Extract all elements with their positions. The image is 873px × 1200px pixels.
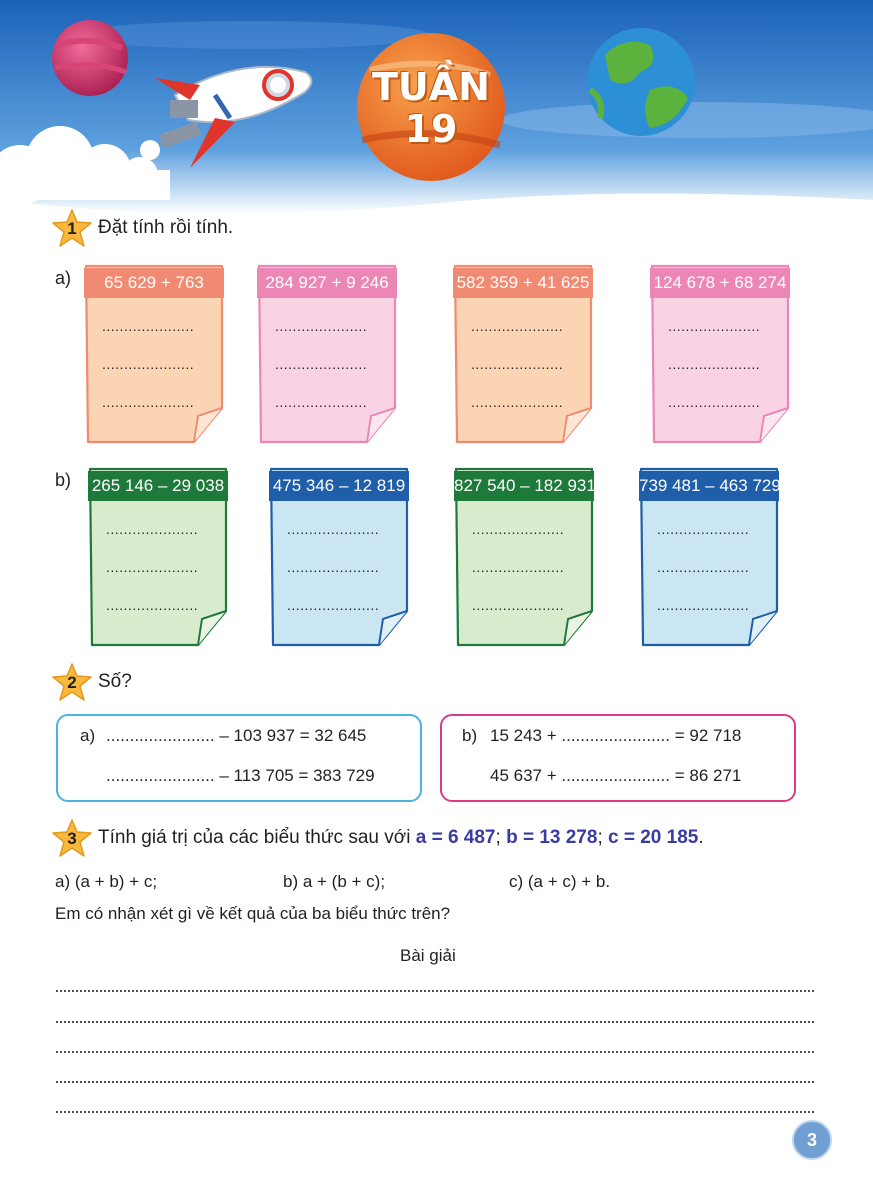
answer-dots[interactable]: ..................... bbox=[657, 559, 750, 575]
sticky-note bbox=[453, 260, 591, 442]
answer-dots[interactable]: ..................... bbox=[106, 559, 199, 575]
answer-line[interactable] bbox=[55, 1051, 815, 1053]
sticky-note bbox=[454, 463, 596, 645]
answer-dots[interactable]: ..................... bbox=[471, 318, 564, 334]
sticky-note bbox=[84, 260, 222, 442]
answer-dots[interactable]: ..................... bbox=[106, 597, 199, 613]
instruction-text: Tính giá trị của các biểu thức sau với bbox=[98, 827, 411, 848]
separator: ; bbox=[495, 827, 501, 848]
answer-dots[interactable]: ..................... bbox=[471, 394, 564, 410]
answer-dots[interactable]: ..................... bbox=[287, 559, 380, 575]
answer-line[interactable] bbox=[55, 1021, 815, 1023]
exercise-number-badge bbox=[50, 818, 94, 858]
page-number: 3 bbox=[792, 1120, 832, 1160]
note-expression: 65 629 + 763 bbox=[84, 268, 224, 298]
exercise-2a-box bbox=[56, 714, 422, 802]
answer-dots[interactable]: ..................... bbox=[472, 597, 565, 613]
answer-dots[interactable]: ..................... bbox=[102, 394, 195, 410]
answer-dots[interactable]: ..................... bbox=[657, 597, 750, 613]
equation-b1[interactable]: 15 243 + ....................... = 92 718 bbox=[490, 726, 742, 745]
answer-dots[interactable]: ..................... bbox=[472, 559, 565, 575]
answer-dots[interactable]: ..................... bbox=[287, 521, 380, 537]
note-expression: 582 359 + 41 625 bbox=[453, 268, 593, 298]
sticky-note bbox=[257, 260, 395, 442]
answer-line[interactable] bbox=[55, 1111, 815, 1113]
exercise-number-badge bbox=[50, 662, 94, 702]
answer-line[interactable] bbox=[55, 990, 815, 992]
eq-b-label: b) bbox=[462, 726, 478, 745]
exercise-1-heading bbox=[50, 208, 233, 248]
value-b: b = 13 278 bbox=[506, 827, 598, 848]
answer-dots[interactable]: ..................... bbox=[275, 356, 368, 372]
equation-a2[interactable]: ....................... – 113 705 = 383 729 bbox=[106, 766, 375, 785]
separator: ; bbox=[597, 827, 603, 848]
answer-line[interactable] bbox=[55, 1081, 815, 1083]
note-expression: 284 927 + 9 246 bbox=[257, 268, 397, 298]
exercise-instruction: Đặt tính rồi tính. bbox=[98, 217, 234, 238]
question-text: Em có nhận xét gì về kết quả của ba biểu thức trên? bbox=[55, 904, 451, 923]
exercise-3-heading bbox=[50, 818, 704, 858]
note-expression: 739 481 – 463 729 bbox=[639, 471, 779, 501]
value-a: a = 6 487 bbox=[415, 827, 496, 848]
answer-dots[interactable]: ..................... bbox=[275, 318, 368, 334]
equation-a1[interactable]: ....................... – 103 937 = 32 645 bbox=[106, 726, 367, 745]
answer-dots[interactable]: ..................... bbox=[102, 318, 195, 334]
part-a-label: a) bbox=[55, 268, 72, 288]
eq-a-label: a) bbox=[80, 726, 96, 745]
answer-dots[interactable]: ..................... bbox=[668, 394, 761, 410]
note-expression: 827 540 – 182 931 bbox=[454, 471, 594, 501]
value-c: c = 20 185 bbox=[608, 827, 699, 848]
sticky-note bbox=[88, 463, 226, 645]
week-number: 19 bbox=[404, 107, 458, 151]
exercise-number-badge bbox=[50, 208, 94, 248]
note-expression: 124 678 + 68 274 bbox=[650, 268, 790, 298]
exercise-instruction bbox=[98, 827, 704, 849]
answer-dots[interactable]: ..................... bbox=[287, 597, 380, 613]
expression-a: a) (a + b) + c; bbox=[55, 872, 158, 891]
exercise-instruction: Số? bbox=[98, 671, 132, 692]
expression-c: c) (a + c) + b. bbox=[509, 872, 611, 891]
page-header bbox=[0, 0, 873, 215]
answer-dots[interactable]: ..................... bbox=[275, 394, 368, 410]
answer-dots[interactable]: ..................... bbox=[102, 356, 195, 372]
week-title bbox=[356, 66, 506, 150]
sticky-note bbox=[639, 463, 781, 645]
note-expression: 475 346 – 12 819 bbox=[269, 471, 409, 501]
answer-dots[interactable]: ..................... bbox=[472, 521, 565, 537]
exercise-2-heading bbox=[50, 662, 132, 702]
answer-dots[interactable]: ..................... bbox=[471, 356, 564, 372]
answer-dots[interactable]: ..................... bbox=[657, 521, 750, 537]
period: . bbox=[698, 827, 704, 848]
solution-heading: Bài giải bbox=[400, 946, 456, 965]
part-b-label: b) bbox=[55, 470, 72, 490]
expression-b: b) a + (b + c); bbox=[283, 872, 386, 891]
sticky-note bbox=[650, 260, 788, 442]
exercise-2b-box bbox=[440, 714, 796, 802]
answer-dots[interactable]: ..................... bbox=[106, 521, 199, 537]
exercise-number: 1 bbox=[67, 219, 77, 238]
exercise-number: 3 bbox=[67, 829, 77, 848]
sticky-note bbox=[269, 463, 407, 645]
equation-b2[interactable]: 45 637 + ....................... = 86 271 bbox=[490, 766, 742, 785]
answer-dots[interactable]: ..................... bbox=[668, 356, 761, 372]
note-expression: 265 146 – 29 038 bbox=[88, 471, 228, 501]
exercise-number: 2 bbox=[67, 673, 77, 692]
answer-dots[interactable]: ..................... bbox=[668, 318, 761, 334]
week-word: TUẦN bbox=[372, 65, 490, 109]
pink-planet-icon bbox=[52, 20, 128, 96]
